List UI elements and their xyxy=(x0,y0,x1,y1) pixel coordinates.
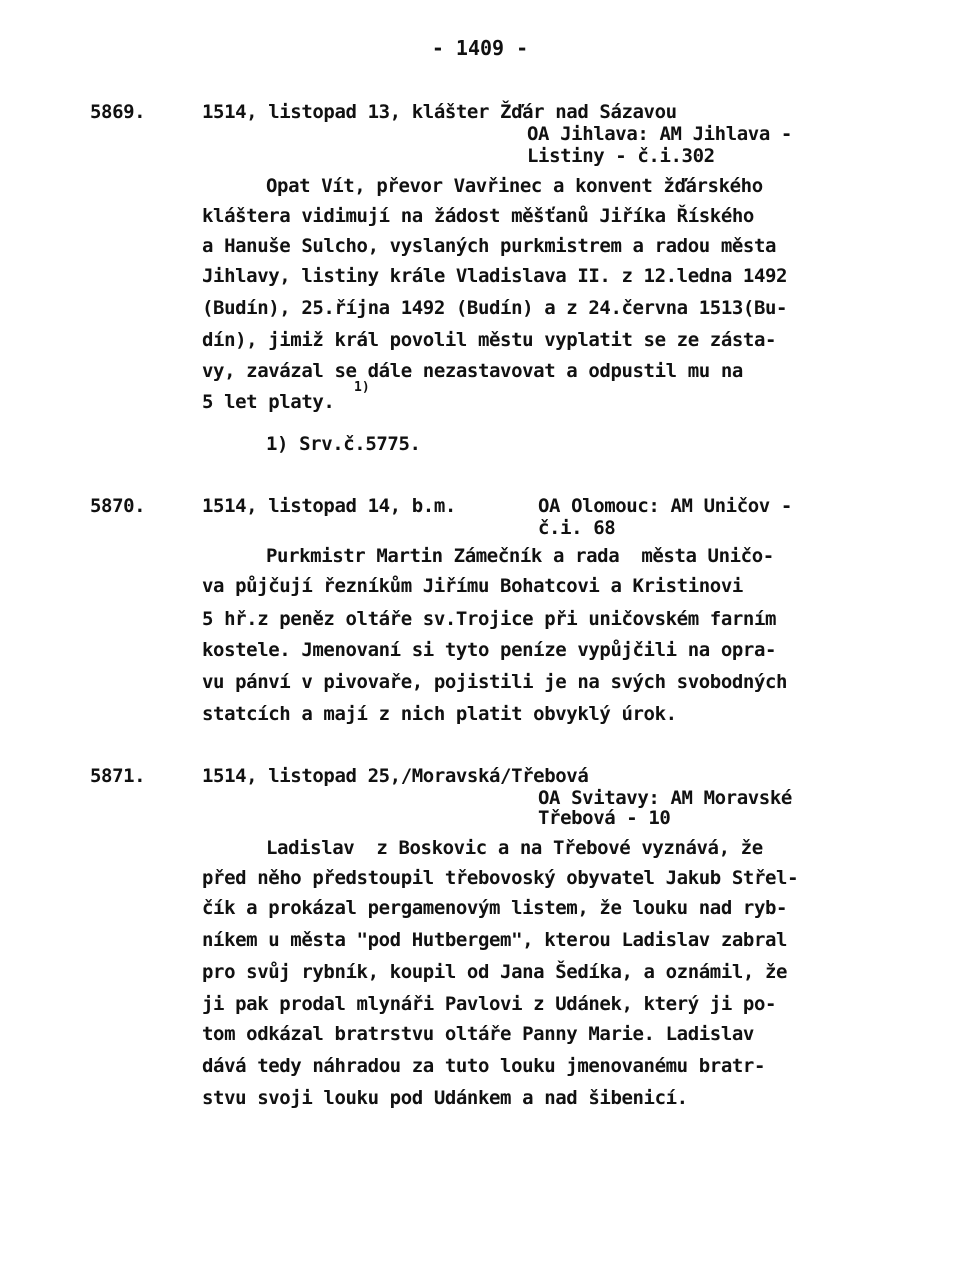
entry-number: 5871. xyxy=(90,765,146,787)
entry-heading: 1514, listopad 14, b.m. xyxy=(202,495,456,517)
body-line: pro svůj rybník, koupil od Jana Šedíka, a oznámil, že xyxy=(202,961,788,983)
body-line: před něho předstoupil třebovoský obyvatel Jakub Střel- xyxy=(202,867,799,889)
body-line: 5 let platy. xyxy=(202,391,335,413)
archive-line: OA Svitavy: AM Moravské xyxy=(538,787,792,809)
archive-line: OA Olomouc: AM Uničov - xyxy=(538,495,792,517)
body-line: ji pak prodal mlynáři Pavlovi z Udánek, který ji po- xyxy=(202,993,777,1015)
page-number: - 1409 - xyxy=(431,36,529,60)
body-line: níkem u města "pod Hutbergem", kterou Ladislav zabral xyxy=(202,929,788,951)
body-line: čík a prokázal pergamenovým listem, že louku nad ryb- xyxy=(202,897,788,919)
archive-line: Listiny - č.i.302 xyxy=(527,145,715,167)
body-line: dává tedy náhradou za tuto louku jmenovanému bratr- xyxy=(202,1055,765,1077)
archive-line: Třebová - 10 xyxy=(538,807,671,829)
body-line: Purkmistr Martin Zámečník a rada města Uničo- xyxy=(266,545,774,567)
body-line: dín), jimiž král povolil městu vyplatit se ze zásta- xyxy=(202,329,777,351)
body-line: a Hanuše Sulcho, vyslaných purkmistrem a radou města xyxy=(202,235,777,257)
body-line: 5 hř.z peněz oltáře sv.Trojice při uničovském farním xyxy=(202,608,777,630)
footnote: 1) Srv.č.5775. xyxy=(266,433,421,455)
archive-line: OA Jihlava: AM Jihlava - xyxy=(527,123,792,145)
body-line: Opat Vít, převor Vavřinec a konvent žďárského xyxy=(266,175,763,197)
body-line: vu pánví v pivovaře, pojistili je na svých svobodných xyxy=(202,671,788,693)
body-line: (Budín), 25.října 1492 (Budín) a z 24.června 1513(Bu- xyxy=(202,297,788,319)
body-line: Ladislav z Boskovic a na Třebové vyznává, že xyxy=(266,837,763,859)
body-line: statcích a mají z nich platit obvyklý úrok. xyxy=(202,703,677,725)
entry-heading: 1514, listopad 13, klášter Žďár nad Sázavou xyxy=(202,101,677,123)
body-line: va půjčují řezníkům Jiřímu Bohatcovi a Kristinovi xyxy=(202,575,743,597)
body-line: tom odkázal bratrstvu oltáře Panny Marie. Ladislav xyxy=(202,1023,754,1045)
archive-line: č.i. 68 xyxy=(538,517,616,539)
body-line: stvu svoji louku pod Udánkem a nad šibenicí. xyxy=(202,1087,688,1109)
footnote-marker: 1) xyxy=(354,380,370,395)
body-line: Jihlavy, listiny krále Vladislava II. z 12.ledna 1492 xyxy=(202,265,788,287)
entry-heading: 1514, listopad 25,/Moravská/Třebová xyxy=(202,765,589,787)
entry-number: 5870. xyxy=(90,495,146,517)
body-line: kostele. Jmenovaní si tyto peníze vypůjčili na opra- xyxy=(202,639,777,661)
entry-number: 5869. xyxy=(90,101,146,123)
body-line: kláštera vidimují na žádost měšťanů Jiříka Říského xyxy=(202,205,754,227)
body-line: vy, zavázal se dále nezastavovat a odpustil mu na xyxy=(202,360,743,382)
